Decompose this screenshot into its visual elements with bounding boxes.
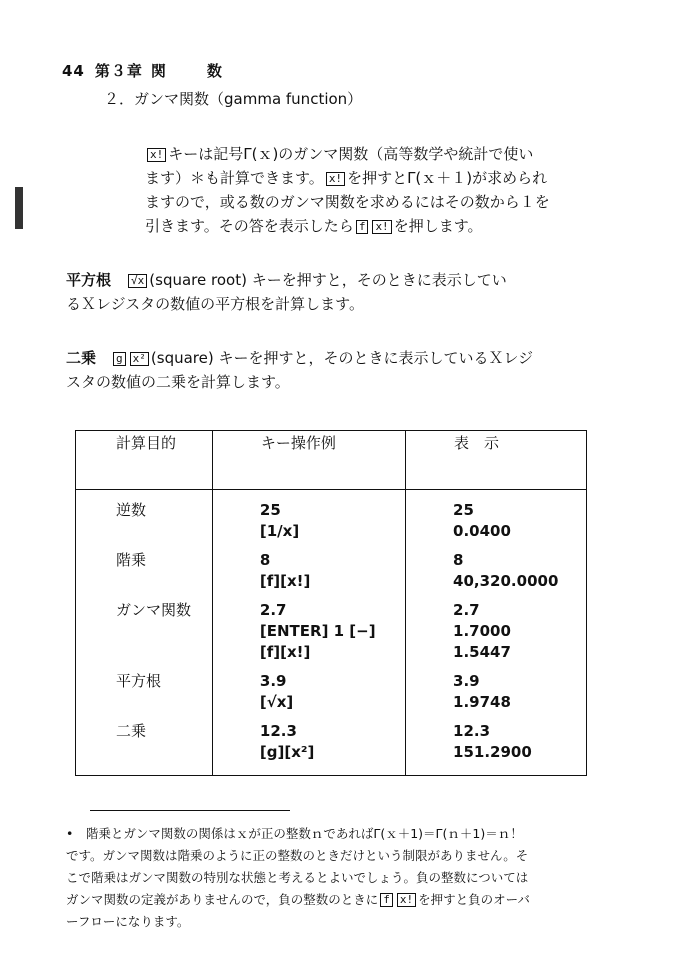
sqrt-line-1: 平方根 √x (square root) キーを押すと，そのときに表示してい: [66, 271, 507, 289]
footnote-line-1: • 階乗とガンマ関数の関係はｘが正の整数ｎであればΓ(ｘ＋1)＝Γ(ｎ＋1)＝ｎ！: [66, 826, 523, 841]
purpose-cell: ガンマ関数: [76, 598, 213, 669]
display-cell: 8 40,320.0000: [406, 548, 587, 598]
ops-cell: 3.9 [√x]: [212, 669, 405, 719]
square-paragraph: [66, 346, 533, 394]
sqrt-term: 平方根: [66, 271, 112, 289]
gamma-paragraph: [145, 142, 550, 238]
ops-cell: 8 [f][x!]: [212, 548, 405, 598]
footnote-line-2: です。ガンマ関数は階乗のように正の整数のときだけという制限がありません。そ: [66, 848, 529, 863]
gamma-line-1: x! キーは記号Γ(ｘ)のガンマ関数（高等数学や統計で使い: [145, 142, 550, 166]
key-x-squared: x²: [130, 352, 149, 366]
example-table: [75, 430, 587, 776]
display-cell: 12.3 151.2900: [406, 719, 587, 776]
footnote-line-5: ーフローになります。: [66, 914, 190, 929]
table-row: [76, 598, 587, 669]
header-key-ops: キー操作例: [212, 431, 405, 490]
display-cell: 25 0.0400: [406, 490, 587, 549]
key-x-factorial: x!: [326, 172, 345, 186]
chapter-title-part2: 数: [206, 62, 223, 80]
table-row: [76, 669, 587, 719]
gamma-line-4: 引きます。その答を表示したら f x! を押します。: [145, 217, 483, 235]
purpose-cell: 平方根: [76, 669, 213, 719]
purpose-cell: 逆数: [76, 490, 213, 549]
key-x-factorial: x!: [397, 893, 416, 907]
margin-thumb-tab: [15, 187, 23, 229]
chapter-title-part1: 関: [150, 62, 167, 80]
sqrt-line-2: るＸレジスタの数値の平方根を計算します。: [66, 295, 364, 313]
display-cell: 3.9 1.9748: [406, 669, 587, 719]
purpose-cell: 二乗: [76, 719, 213, 776]
square-term: 二乗: [66, 349, 97, 367]
table-row: [76, 548, 587, 598]
square-line-2: スタの数値の二乗を計算します。: [66, 373, 290, 391]
footnote-divider: [90, 810, 290, 811]
footnote-line-4: ガンマ関数の定義がありませんので，負の整数のときに f x! を押すと負のオーバ: [66, 892, 531, 907]
key-x-factorial: x!: [372, 220, 391, 234]
key-f: f: [380, 893, 393, 907]
page-number: 44: [62, 62, 85, 80]
key-x-factorial: x!: [147, 148, 166, 162]
ops-cell: 2.7 [ENTER] 1 [−] [f][x!]: [212, 598, 405, 669]
display-cell: 2.7 1.7000 1.5447: [406, 598, 587, 669]
key-f: f: [356, 220, 369, 234]
header-display: 表 示: [406, 431, 587, 490]
key-g: g: [113, 352, 126, 366]
ops-cell: 25 [1/x]: [212, 490, 405, 549]
page-header: [62, 60, 223, 81]
sqrt-paragraph: [66, 268, 507, 316]
ops-cell: 12.3 [g][x²]: [212, 719, 405, 776]
footnote-line-3: こで階乗はガンマ関数の特別な状態と考えるとよいでしょう。負の整数については: [66, 870, 529, 885]
table-header-row: [76, 431, 587, 490]
purpose-cell: 階乗: [76, 548, 213, 598]
header-purpose: 計算目的: [76, 431, 213, 490]
chapter-label: 第３章: [94, 62, 143, 80]
table-row: [76, 719, 587, 776]
gamma-line-3: ますので，或る数のガンマ関数を求めるにはその数から１を: [145, 193, 550, 211]
table-row: [76, 490, 587, 549]
footnote: [66, 823, 606, 933]
key-sqrt-x: √x: [128, 274, 147, 288]
square-line-1: 二乗 g x² (square) キーを押すと，そのときに表示しているＸレジ: [66, 349, 534, 367]
gamma-line-2: ます）＊も計算できます。 x! を押すとΓ(ｘ＋１)が求められ: [145, 169, 548, 187]
section-title: ２．ガンマ関数（gamma function）: [104, 90, 363, 108]
